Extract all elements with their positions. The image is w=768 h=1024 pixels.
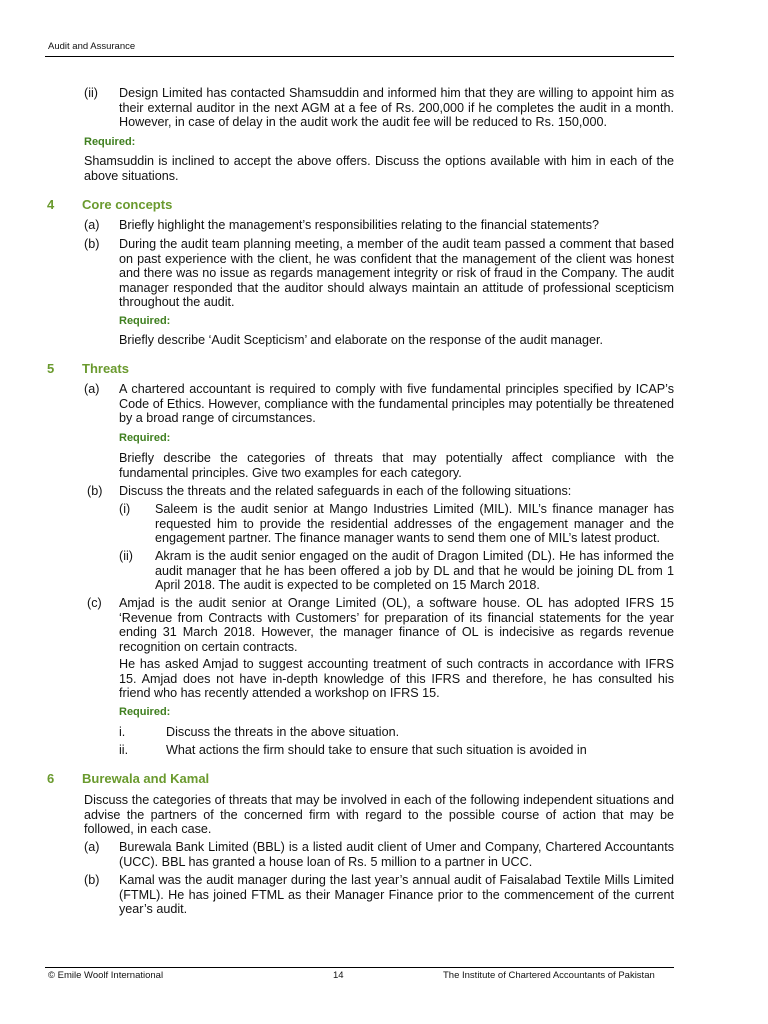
q4-a-label: (a) (84, 218, 100, 232)
q4-required-text: Briefly describe ‘Audit Scepticism’ and elaborate on the response of the audit manager. (119, 333, 603, 347)
q3-ii-label: (ii) (84, 86, 98, 100)
q5-a-required-text: Briefly describe the categories of threats that may potentially affect compliance with the fundamental principles. Give two examples for each category. (119, 451, 674, 480)
q6-a-label: (a) (84, 840, 100, 854)
footer-rule (45, 967, 674, 968)
q5-c-ii-label: ii. (119, 743, 129, 757)
q5-a-required-label: Required: (119, 432, 171, 444)
footer-institute: The Institute of Chartered Accountants of Pakistan (443, 970, 655, 981)
q5-c-i-label: i. (119, 725, 126, 739)
q5-c-ii-text: What actions the firm should take to ensure that such situation is avoided in (166, 743, 587, 757)
running-header: Audit and Assurance (48, 41, 136, 52)
q5-b-i-text: Saleem is the audit senior at Mango Industries Limited (MIL). MIL’s finance manager has requested him to provide the residential addresses of the engagement manager and the engagement partner. The finance manager wants to send them one of MIL’s latest product. (155, 502, 674, 546)
q4-a-text: Briefly highlight the management’s responsibilities relating to the financial statements? (119, 218, 599, 232)
q6-title: Burewala and Kamal (82, 771, 210, 786)
q6-a-text: Burewala Bank Limited (BBL) is a listed audit client of Umer and Company, Chartered Accountants (UCC). BBL has granted a house loan of Rs. 5 million to a partner in UCC. (119, 840, 674, 869)
q6-number: 6 (47, 771, 55, 786)
q5-c-required-label: Required: (119, 706, 171, 718)
q6-intro: Discuss the categories of threats that may be involved in each of the following independent situations and advise the partners of the concerned firm with regard to the possible course of action that may be followed, in each case. (84, 793, 674, 837)
q5-c-text-continued: He has asked Amjad to suggest accounting treatment of such contracts in accordance with IFRS 15. Amjad does not have in-depth knowledge of this IFRS and therefore, he has consulted his friend who has recently attended a workshop on IFRS 15. (119, 657, 674, 701)
q5-c-label: (c) (87, 596, 102, 610)
q5-b-text: Discuss the threats and the related safeguards in each of the following situations: (119, 484, 572, 498)
q4-b-text: During the audit team planning meeting, a member of the audit team passed a comment that based on past experience with the client, he was confident that the management of the client was honest and there was no issue as regards management integrity or risk of fraud in the Company. The audit manager responded that the auditor should always maintain an attitude of professional scepticism throughout the audit. (119, 237, 674, 310)
q3-ii-text: Design Limited has contacted Shamsuddin and informed him that they are willing to appoint him as their external auditor in the next AGM at a fee of Rs. 200,000 if he completes the audit in a month. However, in case of delay in the audit work the audit fee will be reduced to Rs. 150,000. (119, 86, 674, 130)
q6-b-label: (b) (84, 873, 100, 887)
q5-number: 5 (47, 361, 55, 376)
q3-required-label: Required: (84, 136, 136, 148)
page-number: 14 (333, 970, 344, 981)
q4-required-label: Required: (119, 315, 171, 327)
q4-title: Core concepts (82, 197, 173, 212)
q5-b-ii-label: (ii) (119, 549, 133, 563)
q6-b-text: Kamal was the audit manager during the last year’s annual audit of Faisalabad Textile Mills Limited (FTML). He has joined FTML as their Manager Finance prior to the commencement of the current year’s audit. (119, 873, 674, 917)
q5-b-label: (b) (87, 484, 103, 498)
q5-c-i-text: Discuss the threats in the above situation. (166, 725, 400, 739)
q5-b-i-label: (i) (119, 502, 131, 516)
q4-number: 4 (47, 197, 55, 212)
q5-a-label: (a) (84, 382, 100, 396)
footer-copyright: © Emile Woolf International (48, 970, 164, 981)
q5-title: Threats (82, 361, 129, 376)
q5-b-ii-text: Akram is the audit senior engaged on the audit of Dragon Limited (DL). He has informed the audit manager that he has been offered a job by DL and that he would be joining DL from 1 April 2018. The audit is expected to be completed on 15 March 2018. (155, 549, 674, 593)
q3-required-text: Shamsuddin is inclined to accept the above offers. Discuss the options available with him in each of the above situations. (84, 154, 674, 183)
q4-b-label: (b) (84, 237, 100, 251)
q5-a-text: A chartered accountant is required to comply with five fundamental principles specified by ICAP’s Code of Ethics. However, compliance with the fundamental principles may potentially be threatened by a broad range of circumstances. (119, 382, 674, 426)
header-rule (45, 56, 674, 57)
q5-c-text: Amjad is the audit senior at Orange Limited (OL), a software house. OL has adopted IFRS 15 ‘Revenue from Contracts with Customers’ for preparation of its financial statements for the year ending 31 March 2018. However, the manager finance of OL is indecisive as regards revenue recognition on certain contracts. (119, 596, 674, 654)
